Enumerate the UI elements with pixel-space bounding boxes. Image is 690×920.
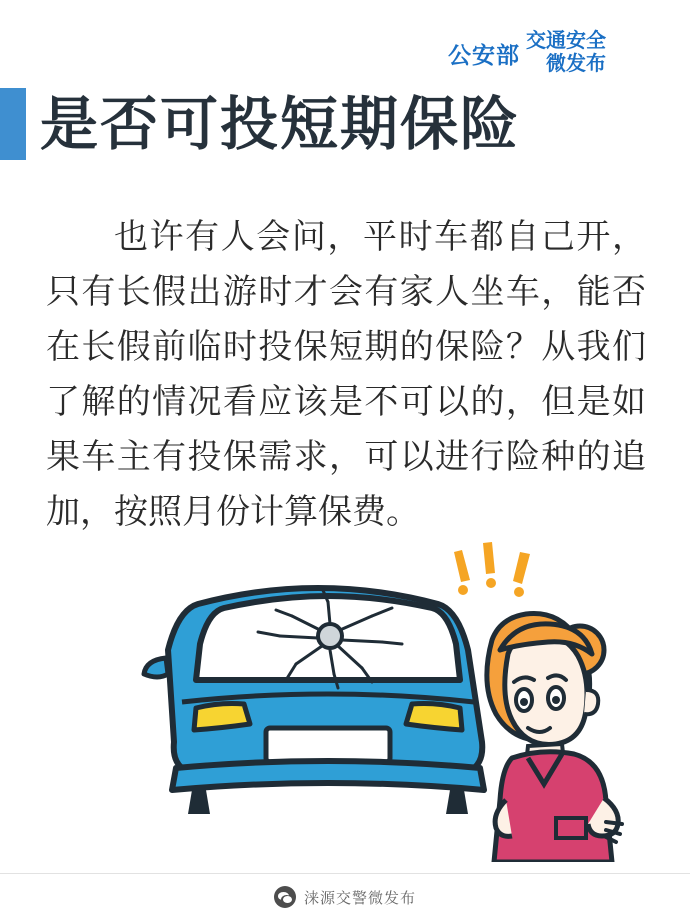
channel-line-2: 微发布 bbox=[546, 53, 606, 75]
footer-account bbox=[274, 886, 416, 908]
page-title bbox=[0, 88, 520, 160]
car-illustration bbox=[144, 588, 512, 814]
brand-badge bbox=[448, 30, 668, 76]
illustration-svg bbox=[0, 532, 690, 862]
article-paragraph: 也许有人会问，平时车都自己开，只有长假出游时才会有家人坐车，能否在长假前临时投保短期的保险？从我们了解的情况看应该是不可以的，但是如果车主有投保需求，可以进行险种的追加，按照月份计算保费。 bbox=[46, 217, 646, 533]
footer bbox=[0, 873, 690, 920]
footer-account-name: 涞源交警微发布 bbox=[303, 888, 416, 907]
globe-icon bbox=[610, 24, 672, 86]
title-accent-bar bbox=[0, 88, 26, 160]
channel-line-1: 交通安全 bbox=[526, 30, 606, 52]
org-name: 公安部 bbox=[448, 41, 520, 68]
wechat-icon bbox=[274, 886, 296, 908]
surprise-marks-icon bbox=[454, 542, 530, 597]
title-text: 是否可投短期保险 bbox=[40, 90, 521, 158]
channel-name bbox=[526, 30, 606, 76]
woman-illustration bbox=[487, 614, 622, 862]
illustration bbox=[0, 532, 690, 862]
brand-header bbox=[448, 22, 668, 84]
